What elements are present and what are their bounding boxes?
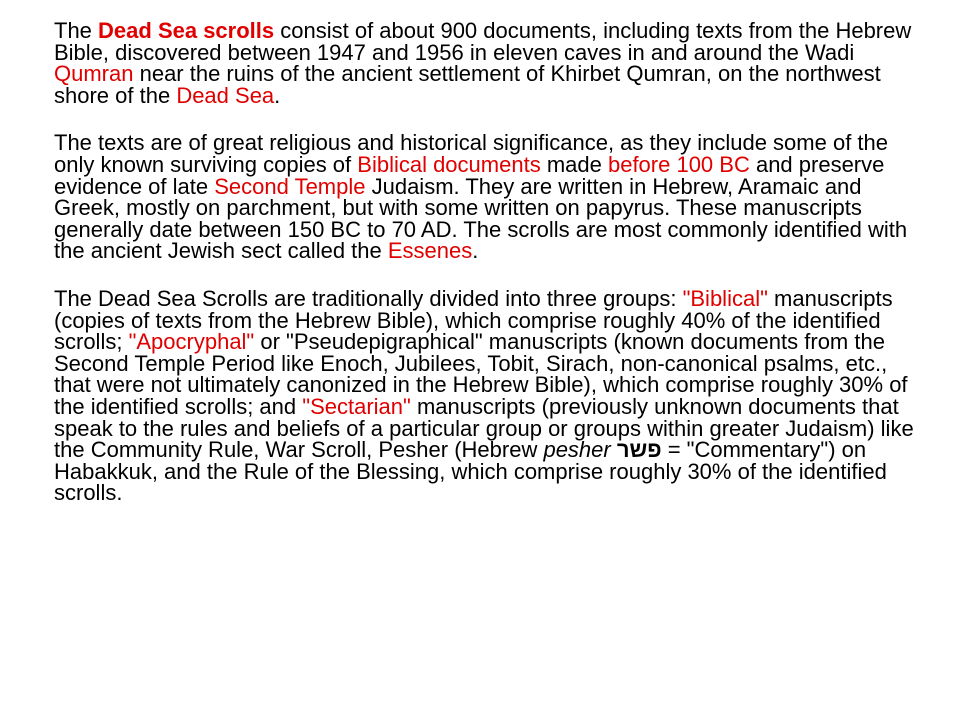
link-biblical-documents[interactable]: Biblical documents (357, 151, 541, 177)
link-dead-sea-scrolls[interactable]: Dead Sea scrolls (98, 18, 275, 43)
text-segment: = "Commentary") on Habakkuk, and the Rule of the Blessing, which comprise roughly 30% of the identified scrolls. (54, 437, 887, 506)
link-second-temple[interactable]: Second Temple (214, 173, 366, 199)
text-segment: . (274, 82, 281, 108)
hebrew-pesher: פשר (610, 437, 662, 463)
link-biblical[interactable]: "Biblical" (682, 285, 768, 311)
link-qumran[interactable]: Qumran (54, 61, 134, 87)
paragraph-groups (54, 285, 914, 506)
link-essenes[interactable]: Essenes (387, 238, 473, 264)
link-before-100-bc[interactable]: before 100 BC (607, 151, 750, 177)
link-apocryphal[interactable]: "Apocryphal" (128, 329, 255, 355)
slide-body (54, 20, 914, 530)
text-segment: near the ruins of the ancient settlement of Khirbet Qumran, on the northwest shore of the (54, 61, 881, 108)
text-segment: consist of about 900 documents, including texts from the Hebrew Bible, discovered between 1947 and 1956 in eleven caves in and around the Wadi (54, 18, 912, 65)
text-segment: The (54, 18, 99, 43)
link-sectarian[interactable]: "Sectarian" (302, 393, 411, 419)
text-segment: Judaism. They are written in Hebrew, Aramaic and Greek, mostly on parchment, but with some written on papyrus. These manuscripts generally date between 150 BC to 70 AD. The scrolls are most commonly identified with the ancient Jewish sect called the (54, 173, 908, 264)
paragraph-intro (54, 20, 914, 106)
text-segment: and preserve evidence of late (54, 151, 885, 199)
pesher-term: pesher (543, 437, 611, 463)
text-segment: The texts are of great religious and historical significance, as they include some of the only known surviving copies of (54, 130, 889, 177)
text-segment: made (540, 151, 608, 177)
text-segment: The Dead Sea Scrolls are traditionally divided into three groups: (54, 285, 683, 311)
text-segment: or "Pseudepigraphical" manuscripts (known documents from the Second Temple Period like Enoch, Jubilees, Tobit, Sirach, non-canonical psalms, etc., that were not ultimately canonized in the Hebrew Bible), which comprise roughly 30% of the identified scrolls; and (54, 329, 908, 419)
text-segment: manuscripts (copies of texts from the Hebrew Bible), which comprise roughly 40% of the identified scrolls; (54, 285, 893, 355)
text-segment: manuscripts (previously unknown documents that speak to the rules and beliefs of a particular group or groups within greater Judaism) like the Community Rule, War Scroll, Pesher (Hebrew (54, 393, 914, 463)
link-dead-sea[interactable]: Dead Sea (176, 82, 275, 108)
text-segment: . (472, 238, 479, 264)
paragraph-significance (54, 132, 914, 262)
